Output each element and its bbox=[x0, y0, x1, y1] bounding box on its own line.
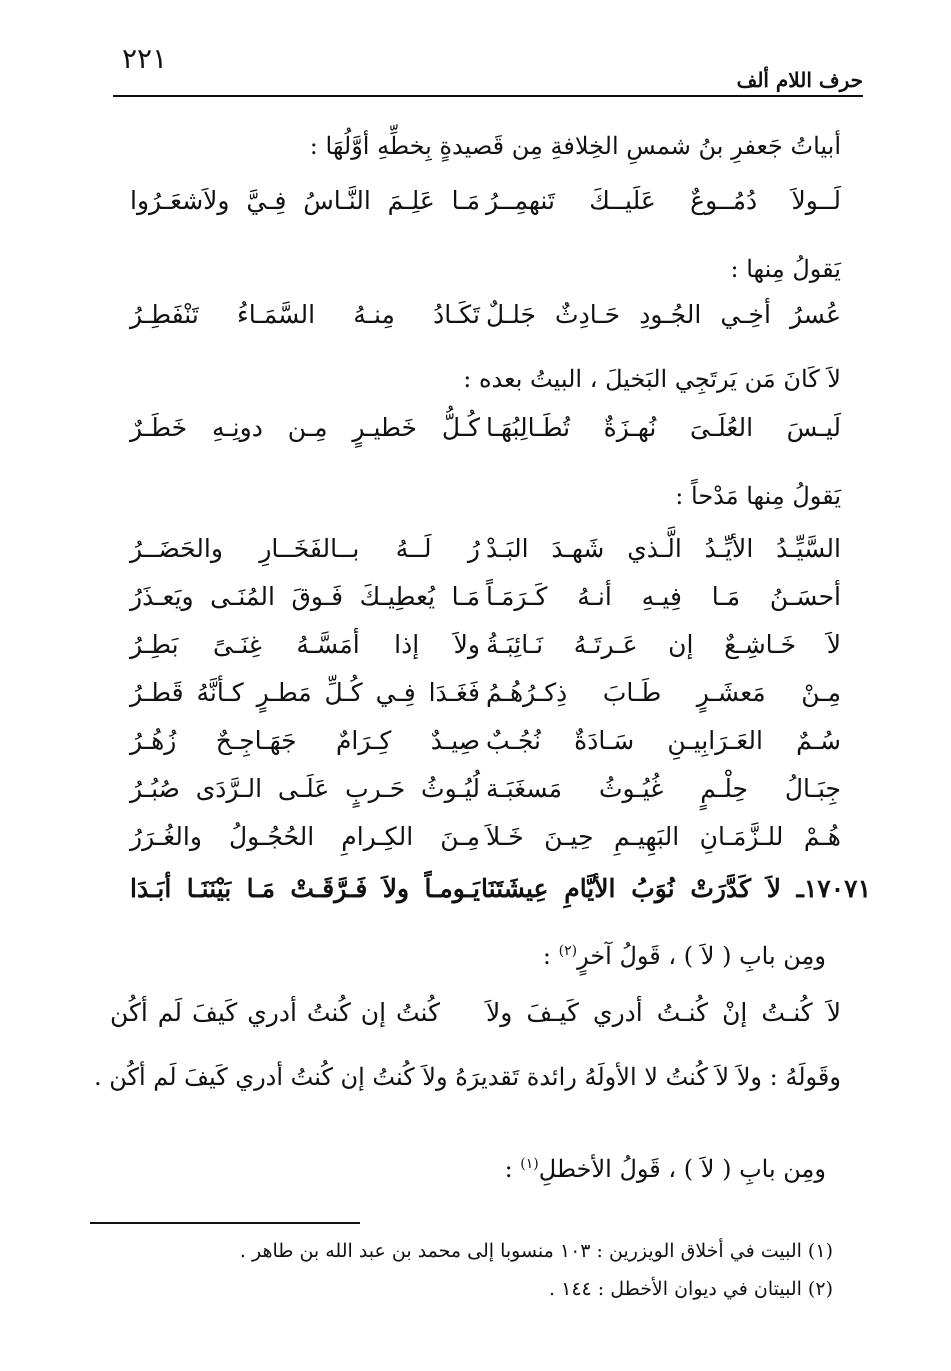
verse-first-hemistich: عُسرُ أخِـي الجُـودِ حَـادِثٌ جَلـلٌ bbox=[486, 300, 841, 329]
verse-second-hemistich: رُ لَــهُ بــالفَخَــارِ والحَضَــرُ bbox=[130, 534, 480, 563]
verse bbox=[130, 534, 841, 574]
intro-line: أبياتُ جَعفرِ بنُ شمسِ الخِلافةِ مِن قَصيدةٍ بِخطِّهِ أوَّلُهَا : bbox=[309, 132, 841, 160]
verse-first-hemistich: مِـنْ مَعشَـرٍ طَـابَ ذِكـرُهُـمُ bbox=[486, 678, 841, 707]
verse-second-hemistich: مِـنَ الكِـرامِ الحُجُـولُ والغُـرَرُ bbox=[130, 822, 480, 851]
verse bbox=[110, 998, 841, 1038]
footnote: (٢) البيتان في ديوان الأخطل : ١٤٤ . bbox=[549, 1278, 833, 1300]
verse-first-hemistich: لَيـسَ العُلَـىَ نُهـزَةٌ تُطَـالِبُهَـا bbox=[486, 413, 841, 442]
verse-second-hemistich: ولاَ إذا أمَسَّـهُ غِنَـىً بَطِـرُ bbox=[130, 630, 480, 659]
footnote: (١) البيت في أخلاق الويزرين : ١٠٣ منسوبا إلى محمد بن عبد الله بن طاهر . bbox=[239, 1240, 833, 1262]
verse-first-hemistich: أحسَـنُ مَـا فِيـهِ أنـهُ كَـرَمَـاً bbox=[486, 582, 841, 611]
verse bbox=[130, 822, 841, 862]
verse bbox=[130, 413, 841, 453]
verse bbox=[130, 774, 841, 814]
verse-second-hemistich: فَغَـدَا فِـي كُـلِّ مَطـرٍ كـأنَّهُ قَطـرُ bbox=[130, 678, 480, 707]
verse-first-hemistich: السَّيِّـدُ الأيِّـدُ الَّـذي شَهـدَ البَـدْ bbox=[486, 534, 841, 563]
intro-text: ومِن بابِ ( لاَ ) ، قَولُ الأخطلِ bbox=[538, 1155, 826, 1183]
footnote-ref: (١) bbox=[520, 1156, 539, 1172]
verse bbox=[130, 300, 841, 340]
verse-first-hemistich: جِبَـالُ حِلْـمٍ غُيُـوثُ مَسغَبَـة bbox=[486, 774, 841, 803]
intro-colon: : bbox=[504, 1155, 521, 1183]
intro-line: لاَ كَانَ مَن يَرتَجِي البَخيلَ ، البيتُ بعده : bbox=[463, 365, 841, 393]
verse-second-hemistich: مَـا عَلِـمَ النَّـاسُ فِـيَّ ولاَشعَـرُوا bbox=[130, 186, 480, 215]
verse bbox=[130, 726, 841, 766]
verse bbox=[130, 630, 841, 670]
intro-line bbox=[100, 1155, 826, 1183]
verse-first-hemistich: سُـمٌ العَـرَابِيـنِ سَـادَةٌ نُجُـبٌ bbox=[486, 726, 841, 755]
verse-second-hemistich: يَـومـاً ولاَ فَـرَّقَـتْ مَـا بَيْنَنَـا أبَـدَا bbox=[130, 874, 480, 903]
intro-line: يَقولُ مِنها : bbox=[730, 255, 841, 283]
intro-text: ومِن بابِ ( لاَ ) ، قَولُ آخرٍ bbox=[577, 942, 826, 970]
page-number: ٢٢١ bbox=[122, 42, 168, 75]
verse-second-hemistich: كُـلُّ خَطيـرٍ مِـن دونِـهِ خَطَـرٌ bbox=[130, 413, 480, 442]
intro-line: يَقولُ مِنها مَدْحاً : bbox=[675, 482, 841, 510]
verse-first-hemistich: لاَ كَدَّرَتْ نُوَبُ الأيَّامِ عِيشَتَنَا bbox=[481, 874, 781, 903]
verse-second-hemistich: كُنتُ إن كُنتُ أدري كَيفَ لَم أكُن bbox=[110, 998, 440, 1027]
intro-colon: : bbox=[542, 942, 559, 970]
verse bbox=[130, 582, 841, 622]
chapter-title: حرف اللام ألف bbox=[736, 68, 863, 92]
header-rule bbox=[113, 95, 863, 97]
verse-second-hemistich: مَـا يُعطِيـكَ فَـوقَ المُنَـى ويَعـذَرُ bbox=[130, 582, 480, 611]
verse bbox=[130, 678, 841, 718]
commentary-paragraph: وقَولَهُ : ولاَ لاَ كُنتُ لا الأولَهُ رائدة تَقديرَهُ ولاَ كُنتُ إن كُنتُ أدري كَيفَ لَم أكُن . bbox=[93, 1063, 841, 1091]
verse-first-hemistich: لاَ كُنـتُ إنْ كُنـتُ أدري كَيـفَ ولاَ bbox=[486, 998, 841, 1027]
verse-second-hemistich: صِيـدٌ كِـرَامٌ جَهَـاجِـحٌ زُهُـرُ bbox=[130, 726, 480, 755]
verse-first-hemistich: لَــولاَ دُمُــوعٌ عَلَيــكَ تَنهمِــرُ bbox=[486, 186, 841, 215]
footnote-ref: (٢) bbox=[558, 943, 578, 959]
footnote-rule bbox=[90, 1222, 360, 1224]
intro-line bbox=[100, 942, 826, 970]
verse bbox=[130, 186, 841, 226]
verse-number: ١٧٠٧١ـ bbox=[796, 874, 871, 903]
numbered-verse bbox=[130, 874, 871, 914]
verse-first-hemistich: هُـمْ للـزَّمَـانِ البَهِيـمِ حِيـنَ خَـلاَ bbox=[486, 822, 841, 851]
verse-first-hemistich: لاَ خَـاشِـعٌ إن عَـرتَـهُ نَـائِبَـةُ bbox=[486, 630, 841, 659]
verse-second-hemistich: تَكَـادُ مِنـهُ السَّمَـاءُ تَنْفَطِـرُ bbox=[130, 300, 480, 329]
verse-second-hemistich: لُيُـوثُ حَـربٍ عَلَـى الـرَّدَى صُبُـرُ bbox=[130, 774, 480, 803]
